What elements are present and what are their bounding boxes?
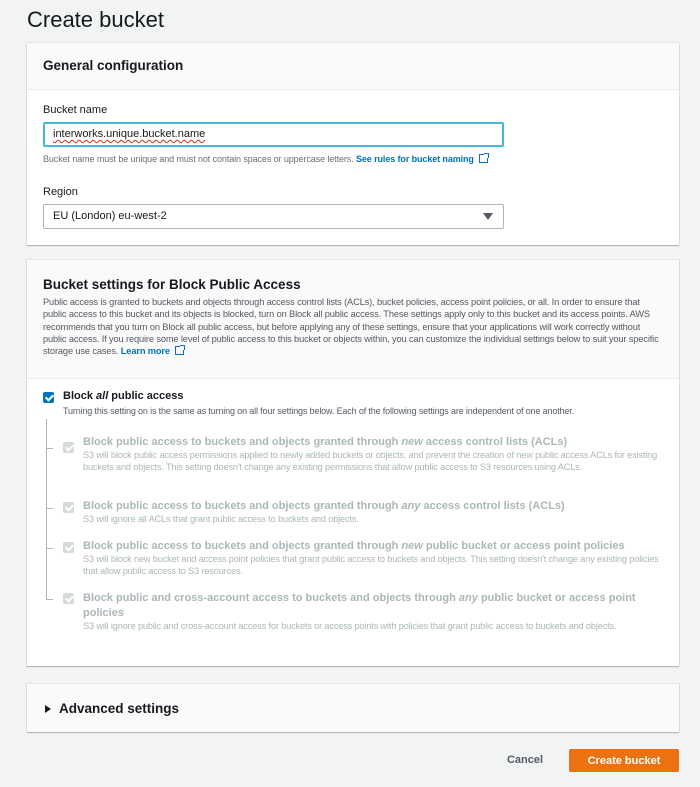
block-all-label [63,390,183,402]
bucket-name-hint [43,154,488,164]
general-configuration-panel [27,43,679,245]
advanced-settings-label: Advanced settings [59,701,180,716]
label-text: Block public access to buckets and objects granted through [83,436,402,448]
block-all-checkbox[interactable] [43,392,54,403]
setting-description: S3 will block public access permissions applied to newly added buckets or objects, and prevent the creation of new public access ACLs for existing buckets and objects. This setting doesn't change any existing permissions that allow public access to S3 resources using ACLs. [83,450,658,472]
panel-header [27,43,679,90]
setting-description: S3 will block new bucket and access point policies that grant public access to buckets and objects. This setting doesn't change any existing policies that allow public access to S3 resources. [83,554,659,576]
create-bucket-button[interactable]: Create bucket [569,749,679,772]
tree-branch [46,548,53,549]
cancel-button[interactable]: Cancel [495,749,555,772]
setting-description: S3 will ignore all ACLs that grant public access to buckets and objects. [83,514,359,524]
label-text: Block [63,390,97,402]
label-emphasis: new [401,540,423,552]
bucket-name-label: Bucket name [43,104,108,116]
hint-text: Bucket name must be unique and must not contain spaces or uppercase letters. [43,154,354,164]
label-text: public bucket or access point policies [422,540,625,552]
caret-right-icon [45,705,51,713]
region-value: EU (London) eu-west-2 [53,210,167,222]
tree-branch [46,508,53,509]
label-text: Block public access to buckets and objects granted through [83,540,402,552]
setting-checkbox-any-acls[interactable] [63,502,74,513]
label-emphasis: all [96,390,109,402]
tree-branch [46,599,53,600]
section-heading: General configuration [43,58,184,73]
bucket-name-input[interactable] [43,122,504,147]
description-text: Public access is granted to buckets and objects through access control lists (ACLs), bucket policies, access point policies, or all. In order to ensure that public access to this bucket and its objects is blocked, turn on Block all public access. These settings apply only to this bucket and its access points. AWS recommends that you turn on Block all public access, but before applying any of these settings, ensure that your applications will work correctly without public access. If you require some level of public access to this bucket or objects within, you can customize the individual settings below to suit your specific storage use cases. [43,297,659,357]
region-label: Region [43,186,78,198]
setting-any-acls [83,499,663,526]
label-text: public bucket or access point policies [83,592,636,619]
label-emphasis: new [401,436,423,448]
bucket-name-value: interworks.unique.bucket.name [53,128,206,140]
label-text: access control lists (ACLs) [422,436,568,448]
label-text: public access [108,390,184,402]
setting-checkbox-new-acls[interactable] [63,442,74,453]
setting-new-policies [83,539,663,577]
external-link-icon [479,154,488,163]
tree-branch [46,448,53,449]
bucket-naming-rules-link[interactable]: See rules for bucket naming [356,154,474,164]
advanced-settings-panel[interactable] [27,684,679,732]
page-title: Create bucket [27,7,164,32]
section-description [43,296,663,357]
learn-more-link[interactable]: Learn more [120,346,170,357]
setting-description: S3 will ignore public and cross-account access for buckets or access points with policies that grant public access to buckets and objects. [83,621,617,631]
setting-checkbox-new-policies[interactable] [63,542,74,553]
label-emphasis: any [458,592,478,604]
setting-checkbox-any-policies[interactable] [63,593,74,604]
tree-line [46,419,47,599]
external-link-icon [175,346,184,355]
label-text: access control lists (ACLs) [420,500,565,512]
label-text: Block public and cross-account access to buckets and objects through [83,592,459,604]
setting-any-policies [83,591,643,633]
section-heading: Bucket settings for Block Public Access [43,277,301,292]
label-emphasis: any [401,500,421,512]
caret-down-icon [483,213,493,220]
block-all-description: Turning this setting on is the same as turning on all four settings below. Each of the following settings are independent of one another. [63,406,574,416]
setting-new-acls [83,435,663,473]
region-select[interactable] [43,204,504,229]
label-text: Block public access to buckets and objects granted through [83,500,402,512]
block-public-access-panel [27,260,679,666]
panel-header [27,260,679,379]
